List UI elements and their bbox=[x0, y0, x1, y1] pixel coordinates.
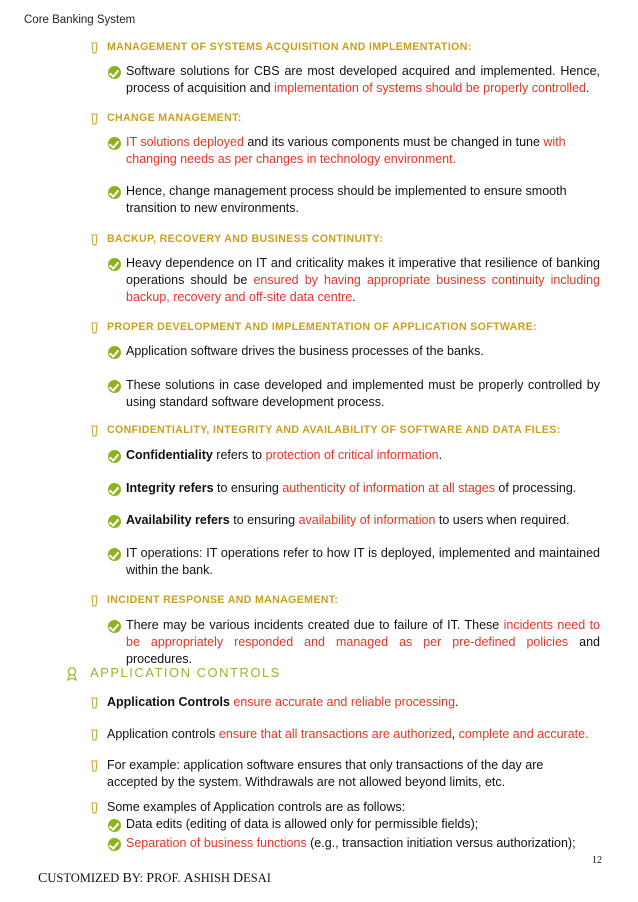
section-title-application-software: PROPER DEVELOPMENT AND IMPLEMENTATION OF APPLICATION SOFTWARE: bbox=[107, 321, 537, 333]
checkmark-icon bbox=[108, 137, 121, 150]
checkmark-icon bbox=[108, 483, 121, 496]
paragraph-app-controls-example: For example: application software ensures that only transactions of the day are accepted by the system. Withdrawals are not allowed beyond limits, etc. bbox=[107, 758, 544, 789]
document-header: Core Banking System bbox=[24, 14, 136, 26]
paragraph-data-edits: Data edits (editing of data is allowed only for permissible fields); bbox=[126, 817, 479, 831]
paragraph-acquisition: Software solutions for CBS are most developed acquired and implemented. Hence, process of acquisition and implementation of systems should be properly controlled. bbox=[126, 64, 600, 95]
checkmark-icon bbox=[108, 258, 121, 271]
checkmark-icon bbox=[108, 548, 121, 561]
section-title-incident: INCIDENT RESPONSE AND MANAGEMENT: bbox=[107, 594, 339, 606]
application-controls-heading: APPLICATION CONTROLS bbox=[90, 665, 281, 680]
checkmark-icon bbox=[108, 819, 121, 832]
page-number: 12 bbox=[592, 855, 602, 866]
checkmark-icon bbox=[108, 380, 121, 393]
award-ribbon-icon bbox=[66, 667, 78, 681]
dagger-bullet-icon bbox=[90, 425, 99, 437]
footer-credit: CUSTOMIZED BY: PROF. ASHISH DESAI bbox=[38, 871, 271, 886]
checkmark-icon bbox=[108, 515, 121, 528]
paragraph-app-software-2: These solutions in case developed and implemented must be properly controlled by using standard software development process. bbox=[126, 378, 600, 409]
checkmark-icon bbox=[108, 66, 121, 79]
dagger-bullet-icon bbox=[90, 42, 99, 54]
section-title-backup: BACKUP, RECOVERY AND BUSINESS CONTINUITY: bbox=[107, 233, 384, 245]
paragraph-confidentiality: Confidentiality refers to protection of critical information. bbox=[126, 448, 443, 462]
dagger-bullet-icon bbox=[90, 595, 99, 607]
paragraph-it-operations: IT operations: IT operations refer to how IT is deployed, implemented and maintained within the bank. bbox=[126, 546, 600, 577]
paragraph-app-controls-1: Application Controls ensure accurate and reliable processing. bbox=[107, 695, 459, 709]
checkmark-icon bbox=[108, 838, 121, 851]
dagger-bullet-icon bbox=[90, 729, 99, 741]
paragraph-change-2: Hence, change management process should be implemented to ensure smooth transition to new environments. bbox=[126, 184, 567, 215]
section-title-change-management: CHANGE MANAGEMENT: bbox=[107, 112, 242, 124]
dagger-bullet-icon bbox=[90, 760, 99, 772]
paragraph-incident: There may be various incidents created due to failure of IT. These incidents need to be appropriately responded and managed as per pre-defined policies and procedures. bbox=[126, 618, 601, 666]
paragraph-app-controls-examples-intro: Some examples of Application controls are as follows: bbox=[107, 800, 406, 814]
paragraph-backup: Heavy dependence on IT and criticality makes it imperative that resilience of banking operations should be ensured by having appropriate business continuity including backup, recovery and off-site data centre. bbox=[126, 256, 600, 304]
dagger-bullet-icon bbox=[90, 802, 99, 814]
dagger-bullet-icon bbox=[90, 234, 99, 246]
checkmark-icon bbox=[108, 346, 121, 359]
section-title-cia: CONFIDENTIALITY, INTEGRITY AND AVAILABILITY OF SOFTWARE AND DATA FILES: bbox=[107, 424, 561, 436]
paragraph-separation: Separation of business functions (e.g., transaction initiation versus authorization); bbox=[126, 836, 576, 850]
dagger-bullet-icon bbox=[90, 113, 99, 125]
dagger-bullet-icon bbox=[90, 322, 99, 334]
checkmark-icon bbox=[108, 186, 121, 199]
paragraph-change-1: IT solutions deployed and its various components must be changed in tune with changing needs as per changes in technology environment. bbox=[126, 135, 566, 166]
checkmark-icon bbox=[108, 450, 121, 463]
section-title-systems-acquisition: MANAGEMENT OF SYSTEMS ACQUISITION AND IMPLEMENTATION: bbox=[107, 41, 472, 53]
dagger-bullet-icon bbox=[90, 697, 99, 709]
paragraph-availability: Availability refers to ensuring availability of information to users when required. bbox=[126, 513, 570, 527]
paragraph-app-controls-2: Application controls ensure that all transactions are authorized, complete and accurate. bbox=[107, 727, 589, 741]
checkmark-icon bbox=[108, 620, 121, 633]
paragraph-app-software-1: Application software drives the business processes of the banks. bbox=[126, 344, 484, 358]
paragraph-integrity: Integrity refers to ensuring authenticity of information at all stages of processing. bbox=[126, 481, 577, 495]
